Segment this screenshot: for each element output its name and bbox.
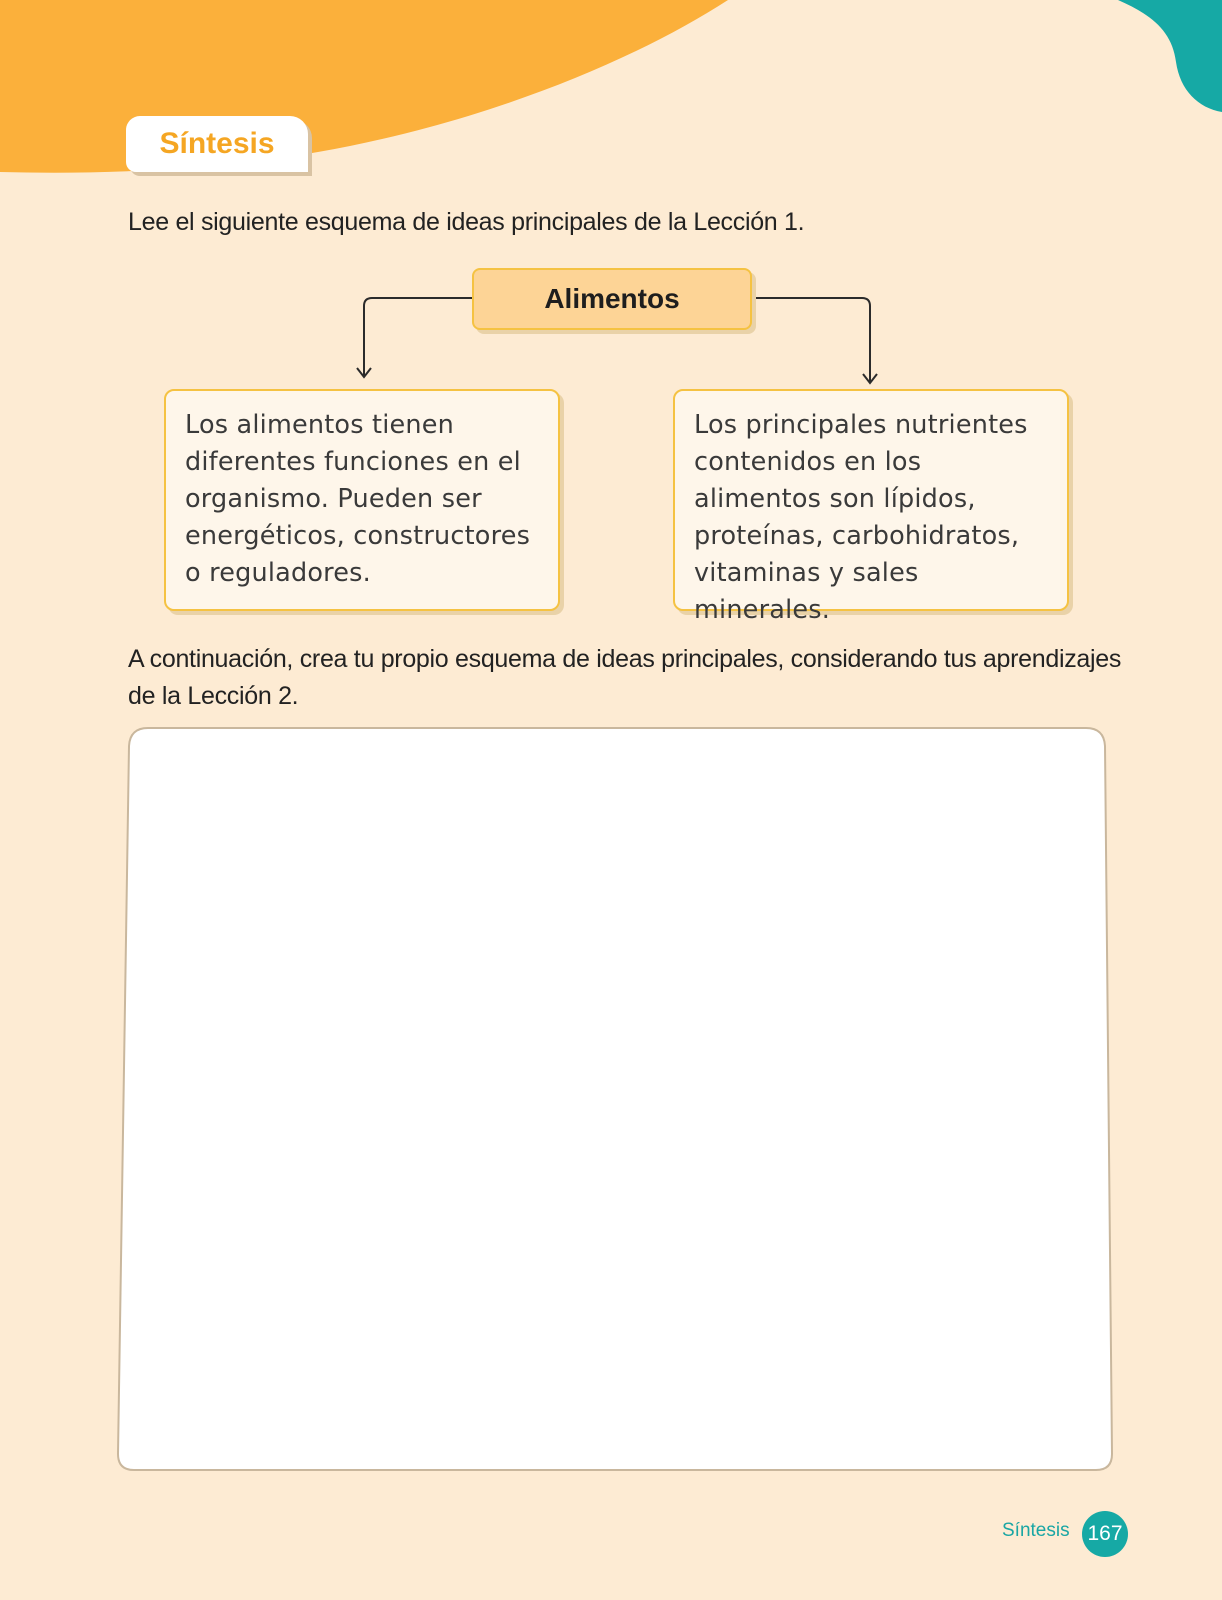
diagram-box-nutrients-text: Los principales nutrientes contenidos en los alimentos son lípidos, proteínas, carbohidratos, vitaminas y sales minerales.: [694, 410, 1028, 625]
diagram-root-label: Alimentos: [544, 283, 680, 314]
footer-section-label: Síntesis: [1002, 1520, 1070, 1541]
page-number: 167: [1082, 1511, 1128, 1557]
instruction-lesson-1: Lee el siguiente esquema de ideas principales de la Lección 1.: [128, 208, 805, 236]
section-tab-label: Síntesis: [159, 127, 275, 160]
diagram-box-functions-text: Los alimentos tienen diferentes funciones en el organismo. Pueden ser energéticos, constructores o reguladores.: [185, 410, 531, 588]
instruction-lesson-2: A continuación, crea tu propio esquema de ideas principales, considerando tus aprendizajes de la Lección 2.: [128, 645, 1122, 710]
